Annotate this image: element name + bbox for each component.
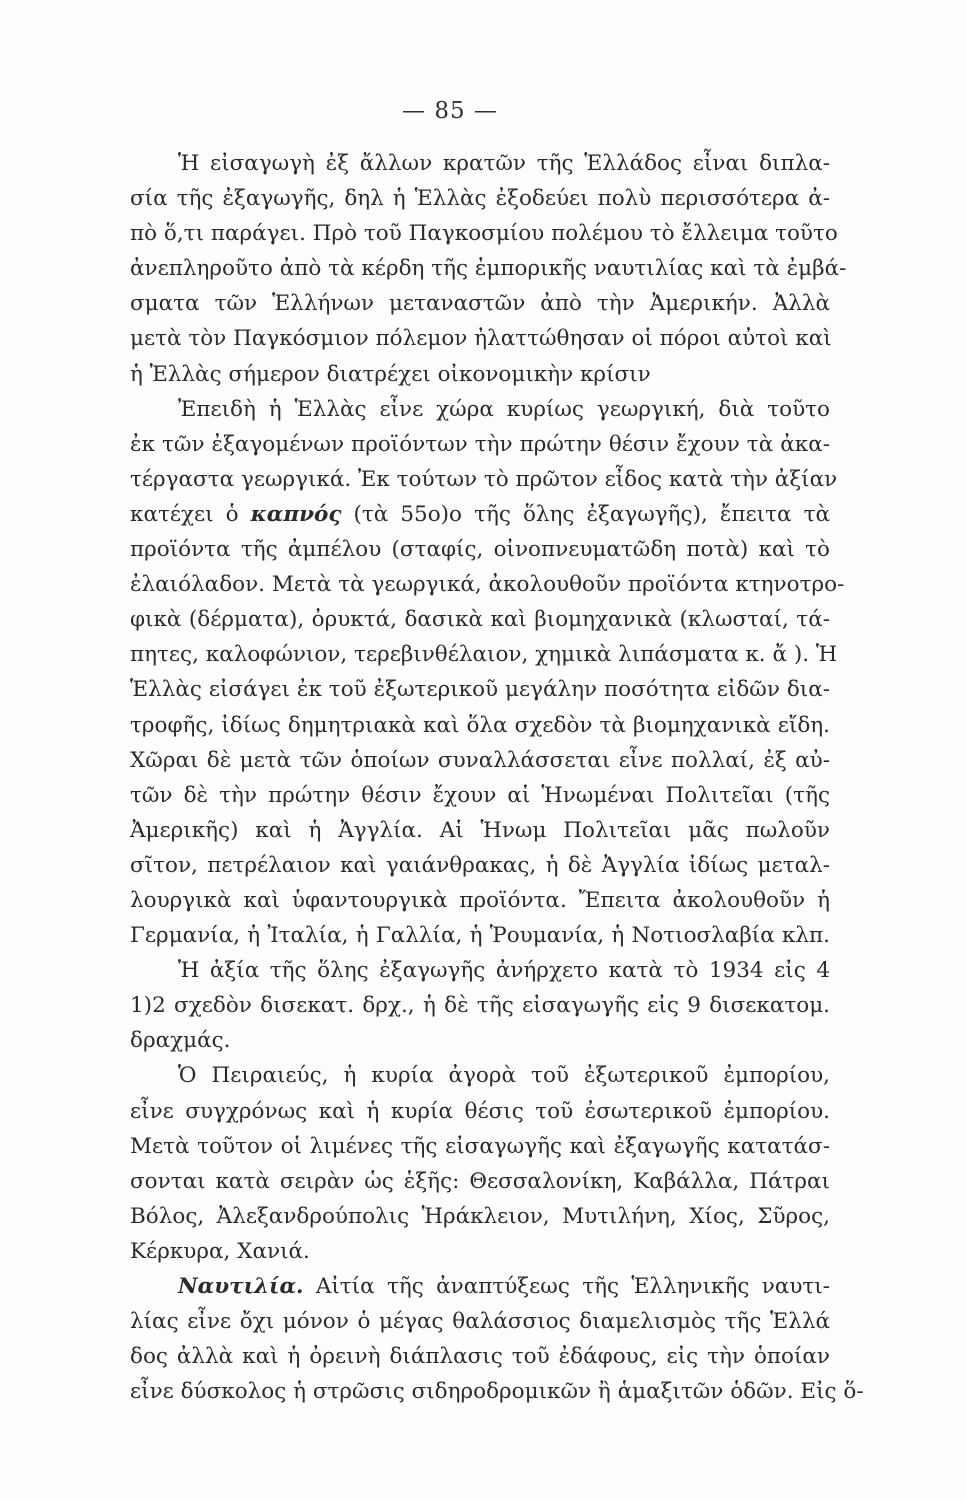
- body-text: [130, 146, 864, 1409]
- text-line: Ἡ ἀξία τῆς ὅλης ἐξαγωγῆς ἀνήρχετο κατὰ τὸ 1934 εἰς 4: [178, 958, 830, 984]
- text-line: δραχμάς.: [130, 1028, 231, 1054]
- emphasized-word: καπνός: [250, 501, 342, 527]
- text-line: ἐκ τῶν ἐξαγομένων προϊόντων τὴν πρώτην θέσιν ἔχουν τὰ ἀκα-: [130, 431, 830, 457]
- text-line: μετὰ τὸν Παγκόσμιον πόλεμον ἠλαττώθησαν οἱ πόροι αὐτοὶ καὶ: [130, 326, 832, 352]
- text-line: τροφῆς, ἰδίως δημητριακὰ καὶ ὅλα σχεδὸν τὰ βιομηχανικὰ εἴδη.: [130, 712, 830, 738]
- text-line: λίας εἶνε ὄχι μόνον ὁ μέγας θαλάσσιος διαμελισμὸς τῆς Ἑλλά: [130, 1309, 830, 1335]
- text-line: εἶνε δύσκολος ἡ στρῶσις σιδηροδρομικῶν ἢ ἁμαξιτῶν ὁδῶν. Εἰς ὅ-: [130, 1379, 864, 1405]
- text-line: πητες, καλοφώνιον, τερεβινθέλαιον, χημικὰ λιπάσματα κ. ἄ ). Ἡ: [130, 642, 838, 668]
- text-line: Κέρκυρα, Χανιά.: [130, 1238, 310, 1264]
- text-line: Βόλος, Ἀλεξανδρούπολις Ἡράκλειον, Μυτιλήνη, Χίος, Σῦρος,: [130, 1203, 830, 1229]
- text-line: σῖτον, πετρέλαιον καὶ γαιάνθρακας, ἡ δὲ Ἀγγλία ἰδίως μεταλ-: [130, 852, 830, 878]
- text-line: φικὰ (δέρματα), ὀρυκτά, δασικὰ καὶ βιομηχανικὰ (κλωσταί, τά-: [130, 607, 830, 633]
- text-line: τῶν δὲ τὴν πρώτην θέσιν ἔχουν αἱ Ἡνωμέναι Πολιτεῖαι (τῆς: [130, 782, 830, 808]
- text-line: 1)2 σχεδὸν δισεκατ. δρχ., ἡ δὲ τῆς εἰσαγωγῆς εἰς 9 δισεκατομ.: [130, 993, 830, 1019]
- text-line: εἶνε συγχρόνως καὶ ἡ κυρία θέσις τοῦ ἐσωτερικοῦ ἐμπορίου.: [130, 1098, 830, 1124]
- text-line: σονται κατὰ σειρὰν ὡς ἑξῆς: Θεσσαλονίκη, Καβάλλα, Πάτραι: [130, 1168, 830, 1194]
- text-line: Ἑλλὰς εἰσάγει ἐκ τοῦ ἐξωτερικοῦ μεγάλην ποσότητα εἰδῶν δια-: [130, 677, 830, 703]
- text-line: προϊόντα τῆς ἀμπέλου (σταφίς, οἰνοπνευματῶδη ποτὰ) καὶ τὸ: [130, 537, 830, 563]
- text-line: Ἐπειδὴ ἡ Ἑλλὰς εἶνε χώρα κυρίως γεωργική, διὰ τοῦτο: [178, 396, 830, 422]
- text-line: κατέχει ὁ καπνός (τὰ 55ο)ο τῆς ὅλης ἐξαγωγῆς), ἔπειτα τὰ: [130, 501, 830, 527]
- text-line: σματα τῶν Ἑλλήνων μεταναστῶν ἀπὸ τὴν Ἀμερικήν. Ἀλλὰ: [130, 291, 830, 317]
- text-line: Ὁ Πειραιεύς, ἡ κυρία ἀγορὰ τοῦ ἐξωτερικοῦ ἐμπορίου,: [178, 1063, 830, 1089]
- text-line: πὸ ὅ,τι παράγει. Πρὸ τοῦ Παγκοσμίου πολέμου τὸ ἔλλειμα τοῦτο: [130, 221, 838, 247]
- text-line: Ναυτιλία. Αἰτία τῆς ἀναπτύξεως τῆς Ἑλληνικῆς ναυτι-: [178, 1274, 830, 1299]
- text-line: τέργαστα γεωργικά. Ἐκ τούτων τὸ πρῶτον εἶδος κατὰ τὴν ἀξίαν: [130, 466, 838, 492]
- text-line: Ἀμερικῆς) καὶ ἡ Ἀγγλία. Αἱ Ἡνωμ Πολιτεῖαι μᾶς πωλοῦν: [130, 817, 830, 843]
- text-line: λουργικὰ καὶ ὑφαντουργικὰ προϊόντα. Ἔπειτα ἀκολουθοῦν ἡ: [130, 887, 830, 913]
- text-line: Χῶραι δὲ μετὰ τῶν ὁποίων συναλλάσσεται εἶνε πολλαί, ἐξ αὐ-: [130, 747, 830, 773]
- text-line: ἀνεπληροῦτο ἀπὸ τὰ κέρδη τῆς ἐμπορικῆς ναυτιλίας καὶ τὰ ἐμβά-: [130, 256, 847, 282]
- text-line: ἐλαιόλαδον. Μετὰ τὰ γεωργικά, ἀκολουθοῦν προϊόντα κτηνοτρο-: [130, 572, 845, 598]
- emphasized-word: Ναυτιλία.: [178, 1274, 304, 1299]
- text-line: Μετὰ τοῦτον οἱ λιμένες τῆς εἰσαγωγῆς καὶ ἐξαγωγῆς κατατάσ-: [130, 1133, 830, 1159]
- text-line: δος ἀλλὰ καὶ ἡ ὀρεινὴ διάπλασις τοῦ ἐδάφους, εἰς τὴν ὁποίαν: [130, 1344, 830, 1370]
- text-line: σία τῆς ἐξαγωγῆς, δηλ ἡ Ἑλλὰς ἐξοδεύει πολὺ περισσότερα ἀ-: [130, 186, 830, 212]
- text-line: Ἡ εἰσαγωγὴ ἐξ ἄλλων κρατῶν τῆς Ἑλλάδος εἶναι διπλα-: [178, 151, 830, 176]
- text-line: ἡ Ἑλλὰς σήμερον διατρέχει οἰκονομικὴν κρίσιν: [130, 361, 651, 387]
- page-number: — 85 —: [402, 98, 498, 124]
- text-line: Γερμανία, ἡ Ἰταλία, ἡ Γαλλία, ἡ Ῥουμανία, ἡ Νοτιοσλαβία κλπ.: [130, 923, 830, 949]
